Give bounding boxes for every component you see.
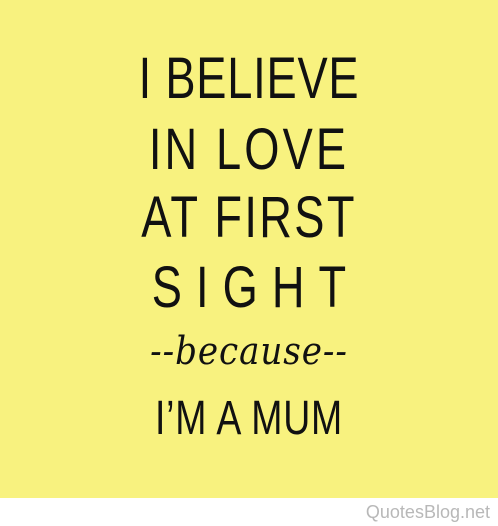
quote-line-4: SIGHT [151,255,361,320]
quote-line-2: IN LOVE [148,117,350,182]
quote-because-line: --because-- [150,329,348,373]
quote-line-3: AT FIRST [141,185,357,250]
footer-bar [0,498,498,526]
quote-line-1: I BELIEVE [138,46,360,111]
quote-line-6: I’M A MUM [154,392,343,445]
site-watermark: QuotesBlog.net [365,502,490,522]
